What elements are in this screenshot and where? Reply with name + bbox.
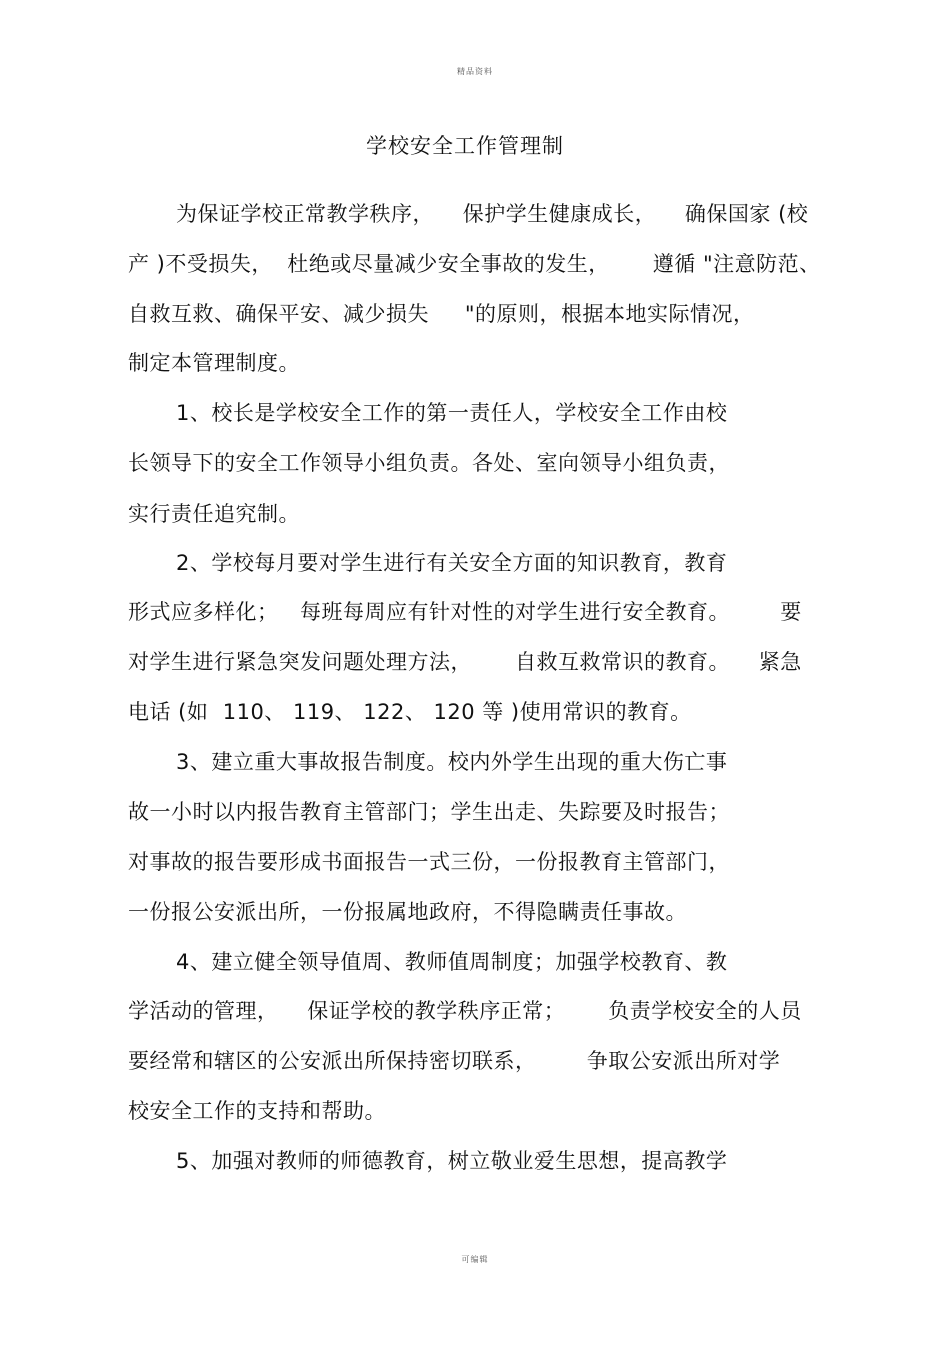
paragraph-line: 为保证学校正常教学秩序， 保护学生健康成长， 确保国家 (校 xyxy=(176,202,809,226)
paragraph-line: 1、校长是学校安全工作的第一责任人，学校安全工作由校 xyxy=(176,401,728,425)
page-footer-note: 可编辑 xyxy=(461,1255,489,1264)
paragraph-line: 长领导下的安全工作领导小组负责。各处、室向领导小组负责， xyxy=(128,451,730,475)
paragraph-line: 2、学校每月要对学生进行有关安全方面的知识教育，教育 xyxy=(176,551,728,575)
paragraph-line: 学活动的管理， 保证学校的教学秩序正常； 负责学校安全的人员 xyxy=(128,999,802,1023)
paragraph-line: 故一小时以内报告教育主管部门；学生出走、失踪要及时报告； xyxy=(128,800,730,824)
document-title: 学校安全工作管理制 xyxy=(366,134,564,158)
paragraph-line: 对事故的报告要形成书面报告一式三份，一份报教育主管部门， xyxy=(128,850,730,874)
paragraph-line: 对学生进行紧急突发问题处理方法， 自救互救常识的教育。 紧急 xyxy=(128,650,802,674)
paragraph-line: 3、建立重大事故报告制度。校内外学生出现的重大伤亡事 xyxy=(176,750,728,774)
paragraph-line: 4、建立健全领导值周、教师值周制度；加强学校教育、教 xyxy=(176,950,728,974)
paragraph-line: 5、加强对教师的师德教育，树立敬业爱生思想，提高教学 xyxy=(176,1149,728,1173)
page-header-note: 精品资料 xyxy=(457,67,493,76)
paragraph-line: 校安全工作的支持和帮助。 xyxy=(128,1099,386,1123)
paragraph-line: 实行责任追究制。 xyxy=(128,502,300,526)
paragraph-line: 形式应多样化； 每班每周应有针对性的对学生进行安全教育。 要 xyxy=(128,600,802,624)
paragraph-line: 要经常和辖区的公安派出所保持密切联系， 争取公安派出所对学 xyxy=(128,1049,781,1073)
paragraph-line: 电话 (如 110、 119、 122、 120 等 )使用常识的教育。 xyxy=(128,700,692,724)
paragraph-line: 产 )不受损失， 杜绝或尽量减少安全事故的发生， 遵循 "注意防范、 xyxy=(128,252,821,276)
paragraph-line: 自救互救、确保平安、减少损失 "的原则，根据本地实际情况， xyxy=(128,302,755,326)
paragraph-line: 制定本管理制度。 xyxy=(128,351,300,375)
paragraph-line: 一份报公安派出所，一份报属地政府，不得隐瞒责任事故。 xyxy=(128,900,687,924)
